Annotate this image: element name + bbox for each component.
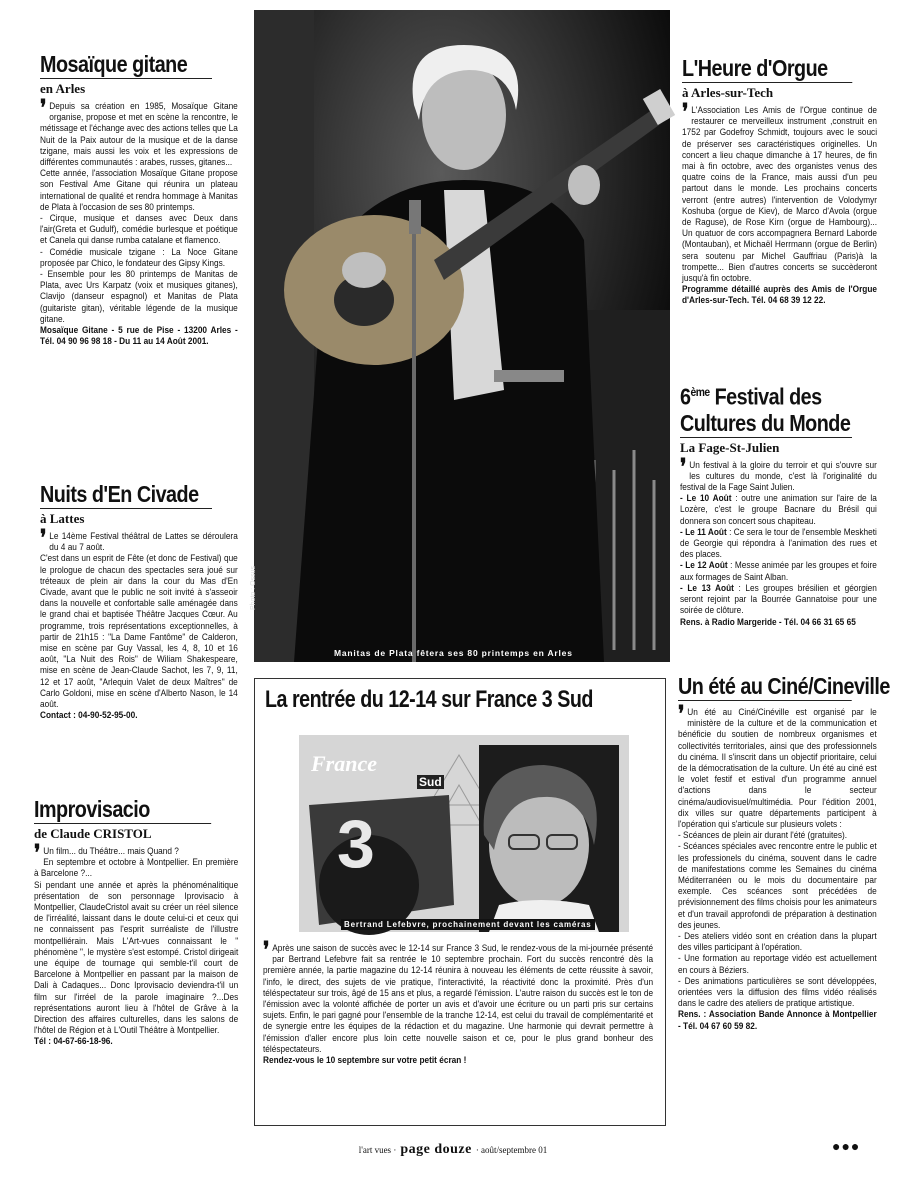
quote-mark-icon: ❜ bbox=[678, 701, 685, 726]
photo-bertrand-lefebvre bbox=[299, 735, 629, 932]
paragraph: - Des ateliers vidéo sont en création dans la plupart des villes participant à l'opération. bbox=[678, 931, 877, 953]
title-number: 6 bbox=[680, 383, 691, 410]
article-title-line-2: Cultures du Monde bbox=[680, 409, 851, 436]
list-item bbox=[680, 527, 877, 561]
paragraph: - Scéances spéciales avec rencontre entre le public et les professionels du cinéma, souvent dans le cadre de manifestations comme les Semaines du cinéma Méditerranéen ou le mois du documentaire par exemple. Ces scéances sont précédées de prévisionnement des films choisis pour les animateurs et d'un travail approfondi de préparation à destination des jeunes. bbox=[678, 841, 877, 930]
france3-logo-number: 3 bbox=[337, 806, 375, 882]
quote-mark-icon: ❜ bbox=[680, 453, 687, 479]
paragraph: - Des animations particulières se sont développées, orientées vers la diffusion des films vidéo réalisés dans le cadre des ateliers de pratique artistique. bbox=[678, 975, 877, 1009]
article-title: La rentrée du 12-14 sur France 3 Sud bbox=[265, 686, 593, 713]
article-body bbox=[40, 525, 238, 721]
contact-line: Mosaïque Gitane - 5 rue de Pise - 13200 Arles - Tél. 04 90 96 98 18 - Du 11 au 14 Août 2001. bbox=[40, 325, 238, 347]
contact-line: Rens. : Association Bande Annonce à Montpellier - Tél. 04 67 60 59 82. bbox=[678, 1009, 877, 1031]
quote-mark-icon: ❜ bbox=[263, 937, 270, 962]
article-nuits bbox=[40, 482, 240, 721]
paragraph: C'est dans un esprit de Fête (et donc de Festival) que le prologue de chacun des spectacles sera joué sur tréteaux de plein air dans la cour du Mas d'En Civade, avant que le public ne soit invité à s'asseoir dans la nouvelle et confortable salle aménagée dans le grand chai et baptisée Théâtre Jacques Cœur. Au programme, trois représentations exceptionnelles, à partir de 21h15 : "La Dame Fantôme" de Calderon, mise en scène par Guy Vassal, les 4, 8, 10 et 16 août, "La Nuit des Rois" de Wiliam Shakespeare, mise en scène de Jean-Claude Sachot, les 7, 9, 11, 12 et 17 août, "Arlequin Valet de deux Maîtres" de Carlo Goldoni, mise en scène d'Alberto Nason, le 14 août. bbox=[40, 553, 238, 710]
paragraph: - Scéances de plein air durant l'été (gratuites). bbox=[678, 830, 848, 841]
page-footer bbox=[0, 1140, 906, 1164]
article-festival bbox=[680, 380, 880, 628]
article-subtitle: La Fage-St-Julien bbox=[680, 439, 780, 455]
france3-logo-sub: Sud bbox=[419, 775, 442, 789]
article-title bbox=[680, 380, 852, 411]
article-orgue bbox=[682, 56, 880, 307]
paragraph: - Ensemble pour les 80 printemps de Manitas de Plata, avec Urs Karpatz (voix et musiques gitanes), Clavijo (danseur espagnol) et Manitas de Plata (guitariste gitan), véritable légende de la musique gitane. bbox=[40, 269, 238, 324]
article-subtitle: en Arles bbox=[40, 81, 86, 96]
article-title: Improvisacio bbox=[34, 797, 211, 824]
item-text: : outre une animation sur l'aire de la Lozère, c'est le groupe Bacnare du Brésil qui donnera son concert sous chapiteau. bbox=[680, 493, 877, 526]
article-title: Nuits d'En Civade bbox=[40, 482, 212, 509]
quote-mark-icon: ❜ bbox=[682, 99, 689, 124]
paragraph: Depuis sa création en 1985, Mosaïque Gitane organise, propose et met en scène la rencontre, le métissage et l'échange avec des actions telles que La Nuit de la Paix autour de la musique et de la danse tzigane, mais aussi les voix et les expressions de différentes communautés : arabes, russes, gitanes... bbox=[40, 101, 238, 168]
article-title: Un été au Ciné/Cineville bbox=[678, 673, 890, 699]
paragraph: Un été au Ciné/Cinéville est organisé par le ministère de la culture et de la communication et bénéficie du soutien de nombreux organismes et collectivités territoriales, ainsi que des professionnels du cinéma. Il s'inscrit dans un objectif prioritaire, celui de la démocratisation de la culture. Un été au ciné est le volet festif et estival d'un programme annuel d'actions dans le secteur cinéma/audiovisuel/multimédia. Pour l'édition 2001, dix villes sur quatre départements participent à l'opération qui s'articule sur plusieurs volets : bbox=[678, 707, 877, 830]
paragraph: Cette année, l'association Mosaïque Gitane propose son Festival Ame Gitane qui réunira un plateau international de qualité et rendra hommage à Manitas de Plata à l'occasion de ses 80 printemps. bbox=[40, 168, 238, 212]
france3-logo-text: France bbox=[311, 751, 377, 776]
footer-right: · août/septembre 01 bbox=[475, 1145, 548, 1155]
item-date: - Le 13 Août bbox=[680, 582, 734, 593]
paragraph: Après une saison de succès avec le 12-14 sur France 3 Sud, le rendez-vous de la mi-journée présenté par Bertrand Lefebvre fait sa rentrée le 10 septembre prochain. Fort du succès rencontré dès la première année, la partie magazine du 12-14 réunira à nouveau les éléments de cette réussite à savoir, l'info, le direct, des sujets de vie pratique, l'interactivité, la réactivité donc la proximité. Près d'un téléspectateur sur trois, âgé de 15 ans et plus, a regardé l'émission. L'autre raison du succès est le ton de l'émission avec la volonté affichée de porter un avis et d'avoir une écriture ou un parti pris sur certains sujets. Enfin, le pari gagné pour l'ensemble de la tranche 12-14, est celui du travail de complémentarité et de synergie entre les équipes de la rédaction et du magazine. Une harmonie qui devrait permettre à l'émission d'aller encore plus loin cette nouvelle saison et ce, pour le plus grand bonheur des téléspectateurs. bbox=[263, 943, 654, 1054]
item-text: : Messe animée par les groupes et foire aux formages de Saint Alban. bbox=[680, 560, 877, 582]
photo-manitas-de-plata bbox=[250, 10, 670, 662]
paragraph: - Comédie musicale tzigane : La Noce Gitane proposée par Chico, le fondateur des Gipsy Kings. bbox=[40, 246, 238, 268]
article-improvisacio bbox=[34, 797, 240, 1048]
paragraph: Un film... du Théâtre... mais Quand ? bbox=[43, 846, 179, 856]
article-body bbox=[34, 840, 239, 1048]
paragraph: En septembre et octobre à Montpellier. En première à Barcelone ?... bbox=[34, 857, 239, 879]
article-rentree-box bbox=[254, 678, 666, 1126]
article-title: Mosaïque gitane bbox=[40, 52, 212, 79]
article-mosaique bbox=[40, 52, 240, 347]
footer-left: l'art vues · bbox=[358, 1145, 397, 1155]
item-text: : Les groupes brésilien et géorgien seront rejoint par la Bourrée Gannatoise pour une soirée de clôture. bbox=[680, 582, 877, 616]
article-body bbox=[263, 937, 654, 1066]
footer-dots-icon: ●●● bbox=[832, 1138, 861, 1154]
contact-line: Rens. à Radio Margeride - Tél. 04 66 31 65 65 bbox=[680, 616, 856, 627]
contact-line: Contact : 04-90-52-95-00. bbox=[40, 710, 138, 721]
guitarist-illustration bbox=[254, 10, 670, 662]
title-superscript: ème bbox=[690, 385, 710, 399]
item-date: - Le 12 Août bbox=[680, 560, 728, 571]
paragraph: Si pendant une année et après la phénoménalitique présentation de son personnage Iprovisacio à Montpellier, ClaudeCristol avait su créer un réel silence de l'irréalité, laissant dans le doute celui-ci et ceux qui ne connaissent pas l'esprit surréaliste de l'illustre montpelliérain. Mais L'Art-vues connaissant le " phénomène ", le mystère s'est estompé. Cristol dirigeait une équipe de tournage qui semble-t'il court de Barcelone à Montpellier en passant par la maison de Dali à Cadaques... Donc Iprovisacio deviendra-t'il un film sur l'irréel de la parole imaginaire ?...Des représentations auront lieu à l'hôtel de Grâve à la Direction des affaires culturelles, dans les salons de l'hôtel de Région et à L'Outil Théâtre à Montpellier. bbox=[34, 879, 239, 1036]
list-item bbox=[680, 583, 877, 617]
paragraph: - Une formation au reportage vidéo est actuellement en cours à Béziers. bbox=[678, 953, 877, 975]
item-text: : Ce sera le tour de l'ensemble Meskheti de Georgie qui répondra à l'animation des rues et des places. bbox=[680, 526, 877, 560]
quote-mark-icon: ❜ bbox=[40, 525, 47, 550]
list-item bbox=[680, 560, 877, 582]
paragraph: L'Association Les Amis de l'Orgue continue de restaurer ce merveilleux instrument ,construit en 1752 par Godefroy Schmidt, toujours avec le souci de préserver ses caractéristiques originelles. Un concert a lieu chaque dimanche à 17 heures, de fin mai à fin octobre, avec des organistes venus des quatre coins de la France, mais aussi d'un peu partout dans le monde. Les prochains concerts verront (entre autres) l'intervention de Volodymyr Koshuba (orgue de Kiev), de Marco d'Avola (orgue de Raguse), de Rose Kirn (orgue de Hambourg)... Un quatuor de cors accompagnera Bernard Laborde (Montauban), et Michaël Herrmann (orgue de Berlin) sera soutenu par Michel Gauffriau (Paris)à la trompette... Bien d'autres concerts se succèderont jusqu'à fin octobre. bbox=[682, 105, 878, 284]
paragraph: - Cirque, musique et danses avec Deux dans l'air(Greta et Gudulf), comédie burlesque et poétique et Canela qui danse rumba catalane et flamenco. bbox=[40, 213, 238, 246]
footer-page-label: page douze bbox=[400, 1142, 472, 1157]
contact-line: Tél : 04-67-66-18-96. bbox=[34, 1036, 113, 1047]
item-date: - Le 11 Août bbox=[680, 526, 727, 537]
contact-line: Programme détaillé auprès des Amis de l'Orgue d'Arles-sur-Tech. Tél. 04 68 39 12 22. bbox=[682, 284, 878, 306]
photo-credit: Photo : Ossus bbox=[250, 566, 257, 610]
article-cine bbox=[678, 673, 890, 1032]
article-title: L'Heure d'Orgue bbox=[682, 56, 852, 83]
article-body bbox=[682, 99, 878, 307]
photo-caption: Manitas de Plata fêtera ses 80 printemps en Arles bbox=[334, 648, 573, 658]
article-subtitle: de Claude CRISTOL bbox=[34, 826, 152, 841]
article-body bbox=[40, 95, 238, 347]
paragraph: Le 14ème Festival théâtral de Lattes se déroulera du 4 au 7 août. bbox=[49, 531, 238, 553]
paragraph: Un festival à la gloire du terroir et qui s'ouvre sur les cultures du monde, c'est là l'originalité du festival de la Fage Saint Julien. bbox=[680, 459, 877, 493]
article-subtitle: à Arles-sur-Tech bbox=[682, 85, 774, 100]
article-subtitle: à Lattes bbox=[40, 511, 85, 526]
title-line-1: Festival des bbox=[709, 383, 822, 410]
list-item bbox=[680, 493, 877, 527]
article-body bbox=[680, 453, 877, 628]
closing-line: Rendez-vous le 10 septembre sur votre petit écran ! bbox=[263, 1055, 467, 1066]
quote-mark-icon: ❜ bbox=[34, 840, 41, 865]
article-body bbox=[678, 701, 877, 1032]
photo-caption: Bertrand Lefebvre, prochainement devant les caméras bbox=[341, 919, 595, 930]
quote-mark-icon: ❜ bbox=[40, 95, 47, 120]
item-date: - Le 10 Août bbox=[680, 493, 732, 504]
